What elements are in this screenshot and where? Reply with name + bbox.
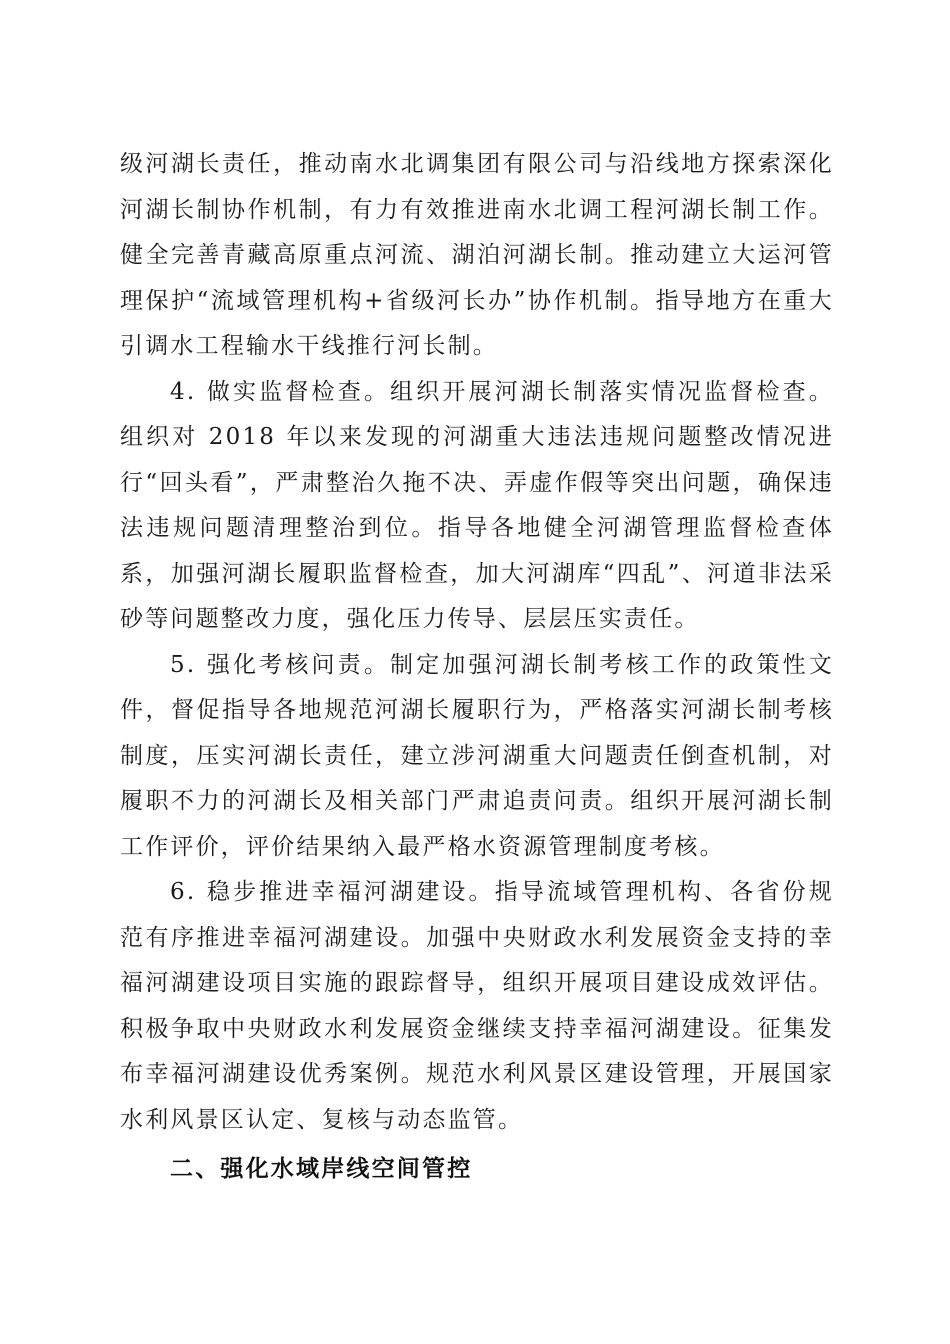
paragraph-item-5-assessment: 5. 强化考核问责。制定加强河湖长制考核工作的政策性文件，督促指导各地规范河湖长履职行为，严格落实河湖长制考核制度，压实河湖长责任，建立涉河湖重大问题责任倒查机制，对履职不力的河湖长及相关部门严肃追责问责。组织开展河湖长制工作评价，评价结果纳入最严格水资源管理制度考核。 [120,651,834,860]
paragraph-continuation: 级河湖长责任，推动南水北调集团有限公司与沿线地方探索深化河湖长制协作机制，有力有效推进南水北调工程河湖长制工作。健全完善青藏高原重点河流、湖泊河湖长制。推动建立大运河管理保护“流域管理机构+省级河长办”协作机制。指导地方在重大引调水工程输水干线推行河长制。 [120,151,834,359]
document-body [120,142,834,1193]
paragraph-item-4-supervision: 4. 做实监督检查。组织开展河湖长制落实情况监督检查。组织对 2018 年以来发现的河湖重大违法违规问题整改情况进行“回头看”，严肃整治久拖不决、弄虚作假等突出问题，确保违法违规问题清理整治到位。指导各地健全河湖管理监督检查体系，加强河湖长履职监督检查，加大河湖库“四乱”、河道非法采砂等问题整改力度，强化压力传导、层层压实责任。 [120,378,834,632]
section-heading: 二、强化水域岸线空间管控 [170,1156,473,1182]
paragraph-item-6-happy-rivers: 6. 稳步推进幸福河湖建设。指导流域管理机构、各省份规范有序推进幸福河湖建设。加强中央财政水利发展资金支持的幸福河湖建设项目实施的跟踪督导，组织开展项目建设成效评估。积极争取中央财政水利发展资金继续支持幸福河湖建设。征集发布幸福河湖建设优秀案例。规范水利风景区建设管理，开展国家水利风景区认定、复核与动态监管。 [120,879,834,1133]
